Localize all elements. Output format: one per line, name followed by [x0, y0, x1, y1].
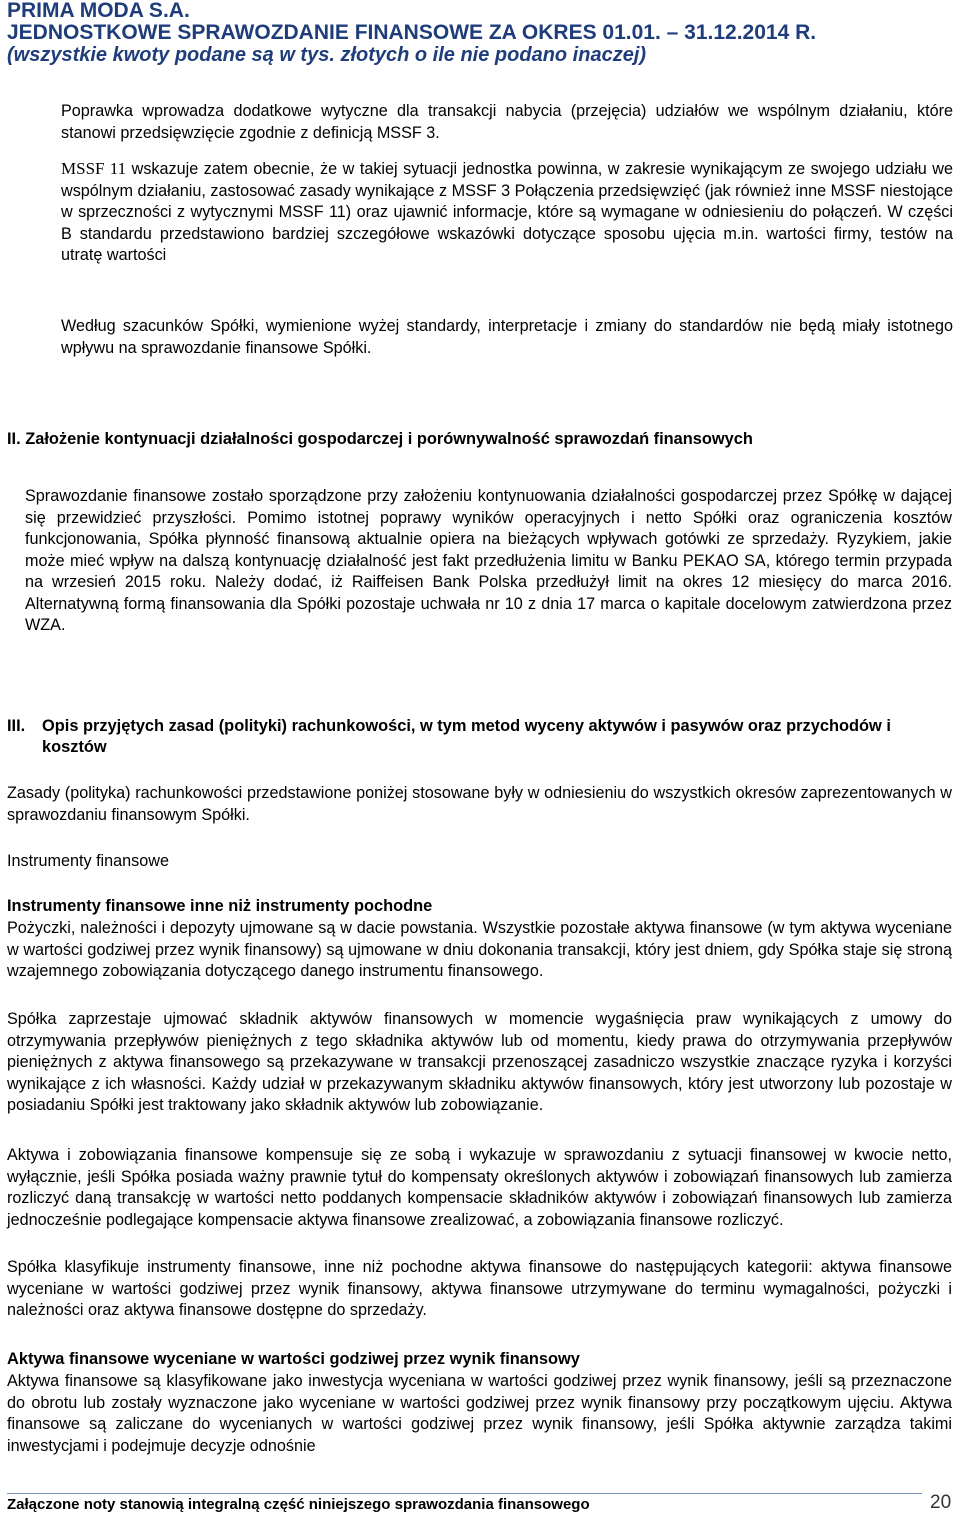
- footer-divider: [7, 1493, 922, 1494]
- instruments-paragraph-1: Pożyczki, należności i depozyty ujmowane są w dacie powstania. Wszystkie pozostałe aktywa finansowe (w tym aktywa wyceniane w wartości godziwej przez wynik finansowy) są ujmowane w dniu dokonania transakcji, który jest dniem, gdy Spółka staje się stroną wzajemnego zobowiązania dotyczącego danego instrumentu finansowego.: [7, 919, 952, 980]
- instruments-sub-heading: Instrumenty finansowe inne niż instrumenty pochodne: [7, 897, 433, 915]
- intro-paragraph-2-text: wskazuje zatem obecnie, że w takiej sytuacji jednostka powinna, w zakresie wynikającym ze swojego udziału we wspólnym działaniu, zastosować zasady wynikające z MSSF 3 Połączenia przedsięwzięć (jak również inne MSSF niestojące w sprzeczności z wytycznymi MSSF 11) oraz ujawnić informacje, które są wymagane w odniesieniu do połączeń. W części B standardu przedstawiono bardziej szczegółowe wskazówki dotyczące sposobu ujęcia m.in. wartości firmy, testów na utratę wartości: [61, 160, 954, 264]
- intro-paragraph-2: [61, 158, 953, 267]
- section-iii-heading: Opis przyjętych zasad (polityki) rachunkowości, w tym metod wyceny aktywów i pasywów oraz przychodów i kosztów: [42, 717, 891, 756]
- company-name: PRIMA MODA S.A.: [7, 0, 190, 22]
- fvtpl-body: Aktywa finansowe są klasyfikowane jako inwestycja wyceniana w wartości godziwej przez wynik finansowy, jeśli są przeznaczone do obrotu lub zostały wyznaczone jako wyceniane w wartości godziwej przez wynik finansowy przy początkowym ujęciu. Aktywa finansowe są zaliczane do wycenianych w wartości godziwej przez wynik finansowy, jeśli Spółka aktywnie zarządza takimi inwestycjami i podejmuje decyzje odnośnie: [7, 1372, 952, 1455]
- mssf-11-lead: MSSF 11: [61, 159, 127, 178]
- report-title: JEDNOSTKOWE SPRAWOZDANIE FINANSOWE ZA OKRES 01.01. – 31.12.2014 R.: [7, 21, 817, 44]
- instruments-heading: Instrumenty finansowe: [7, 852, 169, 870]
- section-ii-heading: II. Założenie kontynuacji działalności gospodarczej i porównywalność sprawozdań finansowych: [7, 430, 753, 448]
- footer-note: Załączone noty stanowią integralną część niniejszego sprawozdania finansowego: [7, 1496, 590, 1513]
- section-iii-number: III.: [7, 717, 26, 735]
- section-iii-body: Zasady (polityka) rachunkowości przedstawione poniżej stosowane były w odniesieniu do wszystkich okresów zaprezentowanych w sprawozdaniu finansowym Spółki.: [7, 784, 952, 824]
- currency-note: (wszystkie kwoty podane są w tys. złotych o ile nie podano inaczej): [7, 44, 647, 66]
- instruments-paragraph-4: Spółka klasyfikuje instrumenty finansowe, inne niż pochodne aktywa finansowe do następujących kategorii: aktywa finansowe wyceniane w wartości godziwej przez wynik finansowy, aktywa finansowe utrzymywane do terminu wymagalności, pożyczki i należności oraz aktywa finansowe dostępne do sprzedaży.: [7, 1258, 952, 1319]
- page-header: [7, 0, 816, 66]
- instruments-paragraph-3: Aktywa i zobowiązania finansowe kompensuje się ze sobą i wykazuje w sprawozdaniu z sytuacji finansowej w kwocie netto, wyłącznie, jeśli Spółka posiada ważny prawnie tytuł do kompensaty określonych aktywów i zobowiązań finansowych lub zamierza rozliczyć daną transakcję w wartości netto poddanych kompensacie składników aktywów i zobowiązań finansowych lub zamierza jednocześnie podlegające kompensacie aktywa finansowe zrealizować, a zobowiązania finansowe rozliczyć.: [7, 1146, 952, 1229]
- intro-paragraph-1: Poprawka wprowadza dodatkowe wytyczne dla transakcji nabycia (przejęcia) udziałów we wspólnym działaniu, które stanowi przedsięwzięcie zgodnie z definicją MSSF 3.: [61, 102, 953, 142]
- intro-paragraph-3: Według szacunków Spółki, wymienione wyżej standardy, interpretacje i zmiany do standardów nie będą miały istotnego wpływu na sprawozdanie finansowe Spółki.: [61, 317, 953, 357]
- page-number: 20: [930, 1492, 952, 1513]
- fvtpl-heading: Aktywa finansowe wyceniane w wartości godziwej przez wynik finansowy: [7, 1350, 580, 1368]
- instruments-paragraph-2: Spółka zaprzestaje ujmować składnik aktywów finansowych w momencie wygaśnięcia praw wynikających z umowy do otrzymywania przepływów pieniężnych z tego składnika aktywów lub od momentu, kiedy prawa do otrzymywania przepływów pieniężnych z aktywa finansowego są przekazywane w transakcji przenoszącej zasadniczo wszystkie znaczące ryzyka i korzyści wynikające z ich własności. Każdy udział w przekazywanym składniku aktywów finansowych, który jest utworzony lub pozostaje w posiadaniu Spółki jest traktowany jako składnik aktywów lub zobowiązanie.: [7, 1010, 952, 1114]
- section-ii-body: Sprawozdanie finansowe zostało sporządzone przy założeniu kontynuowania działalności gospodarczej przez Spółkę w dającej się przewidzieć przyszłości. Pomimo istotnej poprawy wyników operacyjnych i netto Spółki oraz ograniczenia kosztów funkcjonowania, Spółka płynność finansową aktualnie opiera na bieżących wpływach gotówki ze sprzedaży. Ryzykiem, jakie może mieć wpływ na dalszą kontynuację działalność jest fakt przedłużenia limitu w Banku PEKAO SA, którego termin przypada na wrzesień 2015 roku. Należy dodać, iż Raiffeisen Bank Polska przedłużył limit na okres 12 miesięcy do marca 2016. Alternatywną formą finansowania dla Spółki pozostaje uchwała nr 10 z dnia 17 marca o kapitale docelowym zatwierdzona przez WZA.: [25, 487, 952, 634]
